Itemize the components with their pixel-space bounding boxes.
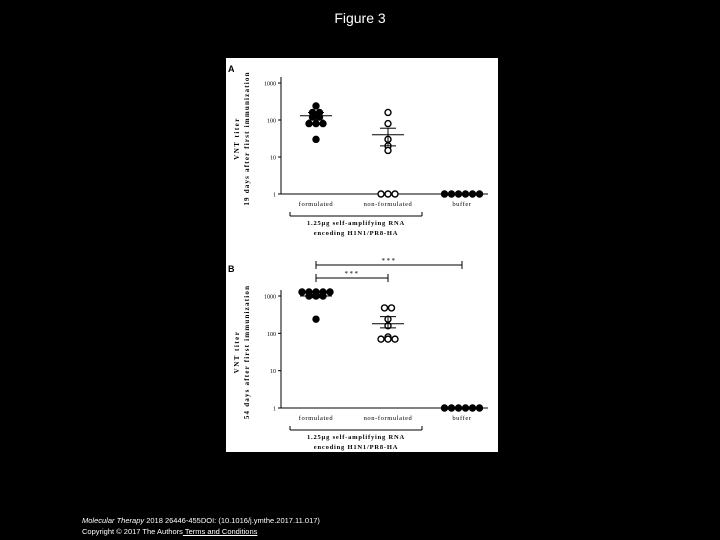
data-point <box>477 405 483 411</box>
data-point <box>385 336 391 342</box>
group-label: encoding H1N1/PR8-HA <box>313 230 399 237</box>
data-point <box>392 336 398 342</box>
y-tick-label: 1000 <box>264 81 276 88</box>
data-point <box>320 121 326 127</box>
data-point <box>313 316 319 322</box>
data-point <box>313 136 319 142</box>
data-point <box>385 147 391 153</box>
group-label: 1.25µg self-amplifying RNA <box>306 220 406 227</box>
journal-name: Molecular Therapy <box>82 516 145 525</box>
data-point <box>327 289 333 295</box>
data-point <box>449 191 455 197</box>
x-category-label: non-formulated <box>363 415 413 422</box>
y-tick-label: 1 <box>273 192 276 199</box>
data-point <box>313 121 319 127</box>
x-category-label: non-formulated <box>363 201 413 208</box>
data-point <box>392 191 398 197</box>
data-point <box>306 121 312 127</box>
group-label: encoding H1N1/PR8-HA <box>313 444 399 451</box>
x-category-label: formulated <box>298 201 334 208</box>
data-point <box>317 114 323 120</box>
data-point <box>310 114 316 120</box>
data-point <box>442 191 448 197</box>
x-category-label: buffer <box>452 415 472 422</box>
terms-link[interactable]: Terms and Conditions <box>182 527 258 536</box>
copyright-text: Copyright © 2017 The Authors <box>82 527 183 536</box>
slide-title: Figure 3 <box>334 10 386 26</box>
data-point <box>382 305 388 311</box>
data-point <box>385 121 391 127</box>
y-axis-label: VNT titer <box>233 117 241 160</box>
x-category-label: formulated <box>298 415 334 422</box>
data-point <box>299 289 305 295</box>
y-tick-label: 100 <box>267 118 276 125</box>
data-point <box>463 191 469 197</box>
data-point <box>456 405 462 411</box>
data-point <box>442 405 448 411</box>
y-axis-label: 54 days after first immunization <box>243 284 251 420</box>
data-point <box>456 191 462 197</box>
data-point <box>378 191 384 197</box>
y-tick-label: 10 <box>270 369 276 376</box>
y-axis-label: VNT titer <box>233 330 241 374</box>
citation-line <box>82 515 320 526</box>
data-point <box>470 191 476 197</box>
data-point <box>385 109 391 115</box>
data-point <box>313 103 319 109</box>
y-tick-label: 10 <box>270 155 276 162</box>
figure-panel <box>226 58 498 452</box>
citation-text: 2018 26446-455DOI: (10.1016/j.ymthe.2017.11.017) <box>144 516 320 525</box>
data-point <box>449 405 455 411</box>
panel-label: A <box>228 64 235 74</box>
data-point <box>470 405 476 411</box>
data-point <box>463 405 469 411</box>
panel-label: B <box>228 264 235 274</box>
data-point <box>385 191 391 197</box>
significance-label: *** <box>381 257 397 265</box>
x-category-label: buffer <box>452 201 472 208</box>
data-point <box>389 305 395 311</box>
y-axis-label: 19 days after first immunization <box>243 71 251 206</box>
group-label: 1.25µg self-amplifying RNA <box>306 434 406 441</box>
copyright-line <box>82 526 320 537</box>
y-tick-label: 1 <box>273 406 276 413</box>
data-point <box>477 191 483 197</box>
footer <box>82 515 320 537</box>
y-tick-label: 1000 <box>264 294 276 301</box>
data-point <box>378 336 384 342</box>
significance-label: *** <box>344 270 360 278</box>
figure-chart <box>226 58 498 452</box>
y-tick-label: 100 <box>267 331 276 338</box>
